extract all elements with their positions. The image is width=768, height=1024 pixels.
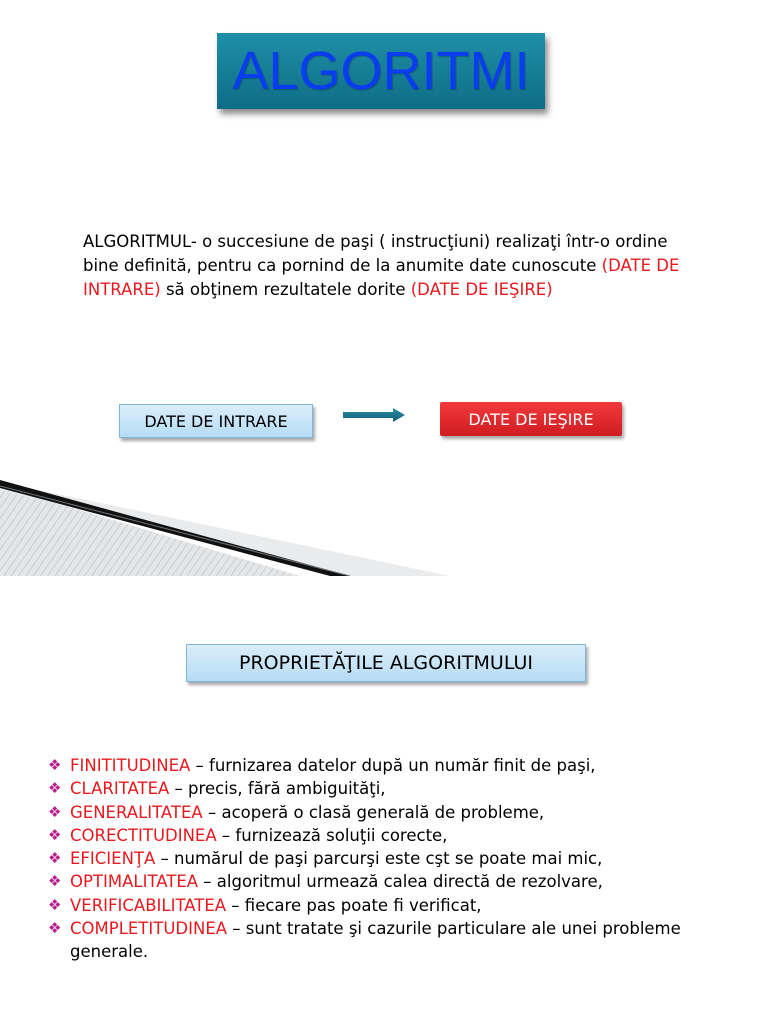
property-term: CLARITATEA <box>70 779 170 799</box>
page-title: ALGORITMI <box>232 41 530 101</box>
diamond-bullet-icon: ❖ <box>48 895 62 914</box>
property-term: GENERALITATEA <box>70 802 203 822</box>
property-desc: – acoperă o clasă generală de probleme, <box>202 802 545 822</box>
output-highlight: (DATE DE IEŞIRE) <box>410 280 553 299</box>
list-item <box>48 754 728 777</box>
list-item <box>48 870 728 893</box>
output-data-box <box>440 402 622 436</box>
properties-list <box>48 754 728 964</box>
list-item <box>48 917 728 964</box>
properties-title: PROPRIETĂŢILE ALGORITMULUI <box>239 652 533 674</box>
diamond-bullet-icon: ❖ <box>48 756 62 774</box>
properties-title-box <box>186 644 586 682</box>
input-data-label: DATE DE INTRARE <box>144 411 288 431</box>
property-term: EFICIENŢA <box>70 849 156 869</box>
list-item <box>48 801 728 824</box>
list-item <box>48 777 728 800</box>
property-term: VERIFICABILITATEA <box>70 895 227 915</box>
diamond-bullet-icon: ❖ <box>48 825 62 844</box>
property-desc: – sunt tratate şi cazurile particulare ale unei probleme generale. <box>70 919 681 962</box>
slide-proprietati <box>0 576 768 1024</box>
list-item <box>48 847 728 870</box>
property-desc: – furnizează soluţii corecte, <box>216 825 448 845</box>
property-term: CORECTITUDINEA <box>70 825 217 845</box>
arrow-right-icon <box>341 406 407 424</box>
input-highlight: (DATE DE INTRARE) <box>83 256 680 299</box>
diamond-bullet-icon: ❖ <box>48 802 62 821</box>
diamond-bullet-icon: ❖ <box>48 779 62 798</box>
property-desc: – furnizarea datelor după un număr finit de paşi, <box>190 756 596 775</box>
property-desc: – precis, fără ambiguităţi, <box>169 779 386 799</box>
property-desc: – algoritmul urmează calea directă de rezolvare, <box>198 872 603 892</box>
property-term: OPTIMALITATEA <box>70 872 199 892</box>
definition-middle: să obţinem rezultatele dorite <box>160 280 411 299</box>
property-term: COMPLETITUDINEA <box>70 919 228 939</box>
property-desc: – fiecare pas poate fi verificat, <box>226 895 482 915</box>
decorative-swoosh <box>0 476 460 576</box>
list-item <box>48 894 728 917</box>
title-banner <box>217 33 545 109</box>
diamond-bullet-icon: ❖ <box>48 849 62 868</box>
definition-text: ALGORITMUL- o succesiune de paşi ( instrucţiuni) realizaţi într-o ordine bine definită, pentru ca pornind de la anumite date cunoscute <box>83 232 668 275</box>
property-term: FINITITUDINEA <box>70 756 191 775</box>
output-data-label: DATE DE IEŞIRE <box>468 409 594 429</box>
input-data-box <box>119 404 313 438</box>
diamond-bullet-icon: ❖ <box>48 919 62 938</box>
list-item <box>48 824 728 847</box>
property-desc: – numărul de paşi parcurşi este cşt se poate mai mic, <box>155 849 603 869</box>
diamond-bullet-icon: ❖ <box>48 872 62 891</box>
definition-paragraph <box>83 230 683 302</box>
